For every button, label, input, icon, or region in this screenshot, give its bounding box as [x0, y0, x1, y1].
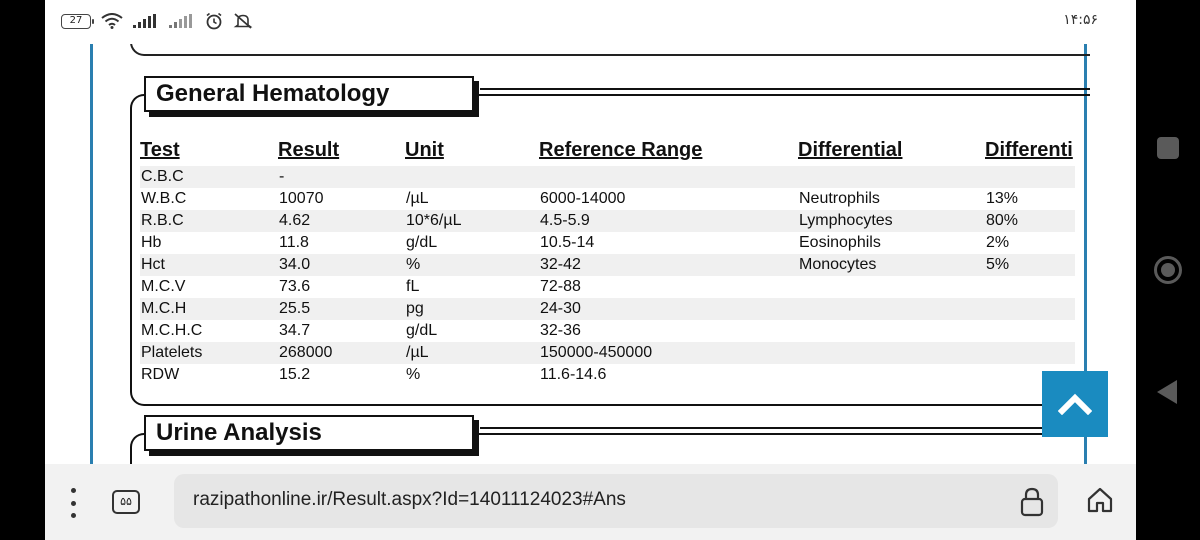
- table-header-row: [140, 136, 1075, 166]
- column-header: Result: [278, 138, 340, 161]
- cell-differential-value: 5%: [985, 254, 1075, 276]
- cell-differential: [798, 276, 985, 298]
- cell-test: M.C.H: [140, 298, 278, 320]
- cell-unit: fL: [406, 278, 420, 295]
- cell-unit: [405, 166, 539, 188]
- cell-result: 34.0: [278, 254, 405, 276]
- cell-range: 32-36: [540, 322, 581, 339]
- cell-unit: %: [406, 366, 421, 383]
- cell-differential-value: [985, 320, 1075, 342]
- status-bar: [45, 0, 1136, 44]
- status-icons: [61, 12, 253, 30]
- back-button[interactable]: [1157, 380, 1177, 404]
- cell-test: M.C.V: [141, 278, 186, 295]
- cell-range: 32-42: [539, 254, 798, 276]
- cell-differential: Monocytes: [798, 254, 985, 276]
- cell-unit: 10*6/µL: [405, 210, 539, 232]
- cell-result: 268000: [278, 342, 405, 364]
- cell-unit: /µL: [406, 190, 429, 207]
- tab-switcher-button[interactable]: ۵۵: [112, 490, 140, 514]
- menu-icon[interactable]: [63, 488, 83, 518]
- cell-differential: Eosinophils: [799, 234, 881, 251]
- signal-2-icon: [169, 14, 195, 28]
- column-header: Differential: [798, 138, 903, 161]
- browser-toolbar: [45, 464, 1136, 540]
- cell-differential: Neutrophils: [799, 190, 880, 207]
- cell-differential-value: 13%: [986, 190, 1019, 207]
- cell-differential-value: [985, 342, 1075, 364]
- cell-differential-value: [985, 166, 1075, 188]
- cell-test: Platelets: [140, 342, 278, 364]
- signal-icon: [133, 14, 159, 28]
- title-rule: [480, 427, 1090, 429]
- cell-test: R.B.C: [140, 210, 278, 232]
- cell-result: 73.6: [279, 278, 311, 295]
- cell-result: 10070: [279, 190, 324, 207]
- table-row: [140, 320, 1075, 342]
- cell-range: [539, 166, 798, 188]
- cell-differential-value: 80%: [985, 210, 1075, 232]
- column-header: Test: [140, 138, 180, 161]
- cell-test: Hb: [141, 234, 162, 251]
- cell-differential: [798, 342, 985, 364]
- table-row: [140, 166, 1075, 188]
- cell-unit: g/dL: [406, 322, 438, 339]
- cell-unit: /µL: [405, 342, 539, 364]
- address-bar[interactable]: [174, 474, 1058, 528]
- cell-differential: [798, 364, 985, 386]
- browser-app: [45, 0, 1136, 540]
- wifi-icon: [101, 13, 123, 29]
- table-row: [140, 232, 1075, 254]
- web-page[interactable]: [45, 44, 1136, 464]
- table-row: [140, 364, 1075, 386]
- cell-differential: Lymphocytes: [798, 210, 985, 232]
- column-header: Differenti: [985, 138, 1073, 161]
- table-row: [140, 276, 1075, 298]
- table-row: [140, 298, 1075, 320]
- cell-differential: [798, 298, 985, 320]
- scroll-to-top-button[interactable]: [1042, 371, 1108, 437]
- cell-differential-value: [985, 298, 1075, 320]
- section-title: [144, 415, 474, 451]
- lock-icon[interactable]: [1019, 487, 1045, 517]
- cell-result: 25.5: [278, 298, 405, 320]
- cell-differential-value: 2%: [986, 234, 1010, 251]
- table-row: [140, 210, 1075, 232]
- alarm-icon: [205, 12, 223, 30]
- cell-differential: [798, 320, 985, 342]
- cell-differential-value: [985, 276, 1075, 298]
- recents-button[interactable]: [1157, 137, 1179, 159]
- cell-range: 24-30: [539, 298, 798, 320]
- cell-unit: g/dL: [406, 234, 438, 251]
- cell-test: W.B.C: [141, 190, 187, 207]
- mute-icon: [233, 12, 253, 30]
- table-row: [140, 342, 1075, 364]
- cell-range: 150000-450000: [539, 342, 798, 364]
- cell-result: 15.2: [279, 366, 311, 383]
- table-row: [140, 188, 1075, 210]
- status-time: ۱۴:۵۶: [1063, 12, 1098, 28]
- cell-test: RDW: [141, 366, 180, 383]
- cell-range: 11.6-14.6: [540, 366, 607, 383]
- column-header: Reference Range: [539, 138, 703, 161]
- section-title-text: General Hematology: [156, 80, 390, 107]
- url-text[interactable]: razipathonline.ir/Result.aspx?Id=14011124023#Ans: [193, 489, 626, 510]
- cell-range: 10.5-14: [540, 234, 595, 251]
- home-nav-button[interactable]: [1154, 256, 1182, 284]
- cell-unit: pg: [405, 298, 539, 320]
- previous-section-box: [130, 44, 1090, 56]
- cell-result: 11.8: [279, 234, 309, 251]
- cell-test: C.B.C: [140, 166, 278, 188]
- title-rule: [480, 88, 1090, 90]
- cell-result: -: [278, 166, 405, 188]
- cell-differential: [798, 166, 985, 188]
- cell-test: Hct: [140, 254, 278, 276]
- hematology-table: [140, 136, 1075, 386]
- battery-icon: 27: [61, 14, 91, 29]
- cell-range: 4.5-5.9: [539, 210, 798, 232]
- section-title: [144, 76, 474, 112]
- cell-test: M.C.H.C: [141, 322, 203, 339]
- column-header: Unit: [405, 138, 444, 161]
- section-title-text: Urine Analysis: [156, 419, 322, 446]
- cell-unit: %: [405, 254, 539, 276]
- cell-range: 72-88: [540, 278, 581, 295]
- chevron-up-icon: [1058, 393, 1092, 415]
- home-icon[interactable]: [1086, 486, 1114, 514]
- cell-range: 6000-14000: [540, 190, 626, 207]
- table-row: [140, 254, 1075, 276]
- cell-result: 34.7: [279, 322, 311, 339]
- cell-result: 4.62: [278, 210, 405, 232]
